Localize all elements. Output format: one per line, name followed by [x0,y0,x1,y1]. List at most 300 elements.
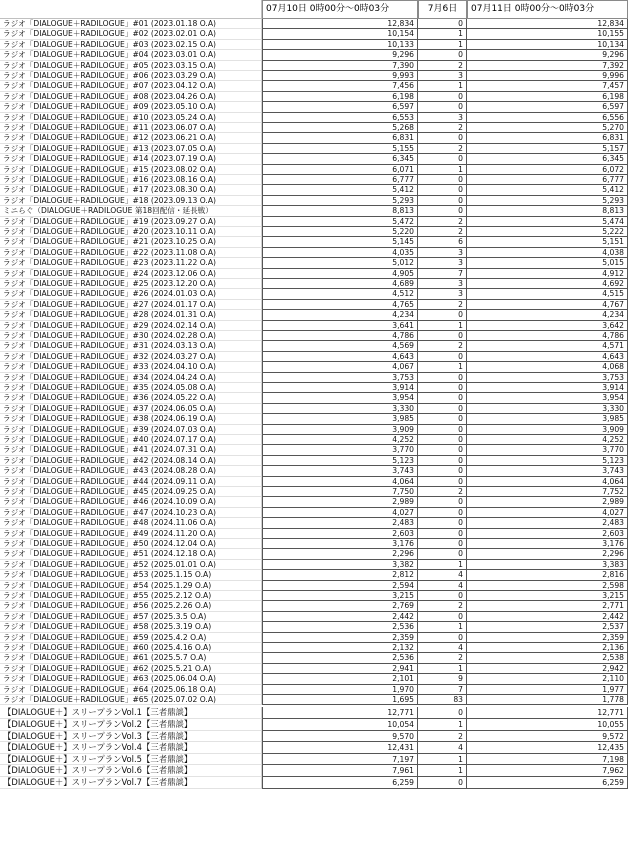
table-row [0,487,628,497]
cell-title[interactable]: ラジオ「DIALOGUE＋RADILOGUE」#43 (2024.08.28 O.A) [0,466,262,476]
cell-jul11[interactable]: 3,770 [467,445,628,455]
cell-jul6[interactable]: 2 [418,144,467,154]
cell-jul10[interactable]: 5,123 [262,456,418,466]
cell-title[interactable]: ラジオ「DIALOGUE＋RADILOGUE」#49 (2024.11.20 O.A) [0,529,262,539]
cell-title[interactable]: ラジオ「DIALOGUE＋RADILOGUE」#40 (2024.07.17 O.A) [0,435,262,445]
cell-jul11[interactable]: 3,743 [467,466,628,476]
cell-title[interactable]: ラジオ「DIALOGUE＋RADILOGUE」#65 (2025.07.02 O.A) [0,695,262,705]
cell-jul11[interactable]: 5,412 [467,185,628,195]
header-cell-jul6[interactable]: 7月6日 [418,0,467,19]
cell-jul6[interactable]: 3 [418,258,467,268]
cell-jul11[interactable]: 5,157 [467,144,628,154]
cell-title[interactable]: ラジオ「DIALOGUE＋RADILOGUE」#06 (2023.03.29 O.A) [0,71,262,81]
cell-jul11[interactable]: 5,293 [467,196,628,206]
cell-title[interactable]: ラジオ「DIALOGUE＋RADILOGUE」#17 (2023.08.30 O.A) [0,185,262,195]
cell-jul6[interactable]: 0 [418,456,467,466]
cell-jul6[interactable]: 1 [418,362,467,372]
cell-title[interactable]: ラジオ「DIALOGUE＋RADILOGUE」#32 (2024.03.27 O.A) [0,352,262,362]
cell-title[interactable]: ラジオ「DIALOGUE＋RADILOGUE」#31 (2024.03.13 O.A) [0,341,262,351]
cell-jul10[interactable]: 5,012 [262,258,418,268]
cell-title[interactable]: ラジオ「DIALOGUE＋RADILOGUE」#09 (2023.05.10 O.A) [0,102,262,112]
cell-jul10[interactable]: 4,035 [262,248,418,258]
cell-jul6[interactable]: 6 [418,237,467,247]
cell-title[interactable]: ラジオ「DIALOGUE＋RADILOGUE」#44 (2024.09.11 O.A) [0,477,262,487]
cell-title[interactable]: ラジオ「DIALOGUE＋RADILOGUE」#13 (2023.07.05 O.A) [0,144,262,154]
cell-jul11[interactable]: 2,110 [467,674,628,684]
cell-title[interactable]: ラジオ「DIALOGUE＋RADILOGUE」#42 (2024.08.14 O.A) [0,456,262,466]
cell-jul11[interactable]: 7,392 [467,61,628,71]
cell-jul11[interactable]: 4,068 [467,362,628,372]
cell-jul11[interactable]: 2,442 [467,612,628,622]
header-cell-jul10[interactable]: 07月10日 0時00分～0時03分 [262,0,418,19]
cell-jul11[interactable]: 2,537 [467,622,628,632]
cell-title[interactable]: ラジオ「DIALOGUE＋RADILOGUE」#46 (2024.10.09 O.A) [0,497,262,507]
cell-jul11[interactable]: 10,055 [467,719,628,731]
cell-jul11[interactable]: 4,252 [467,435,628,445]
cell-jul11[interactable]: 2,359 [467,633,628,643]
cell-jul10[interactable]: 3,770 [262,445,418,455]
cell-title[interactable]: ラジオ「DIALOGUE＋RADILOGUE」#57 (2025.3.5 O.A) [0,612,262,622]
header-cell-title[interactable] [0,0,262,19]
cell-title[interactable]: ラジオ「DIALOGUE＋RADILOGUE」#25 (2023.12.20 O.A) [0,279,262,289]
cell-jul6[interactable]: 0 [418,435,467,445]
cell-jul11[interactable]: 5,015 [467,258,628,268]
cell-jul11[interactable]: 6,831 [467,133,628,143]
cell-jul11[interactable]: 2,771 [467,601,628,611]
cell-jul10[interactable]: 2,603 [262,529,418,539]
cell-jul6[interactable]: 4 [418,581,467,591]
cell-jul11[interactable]: 4,643 [467,352,628,362]
cell-jul11[interactable]: 7,752 [467,487,628,497]
cell-jul11[interactable]: 6,777 [467,175,628,185]
cell-jul11[interactable]: 5,474 [467,217,628,227]
cell-jul10[interactable]: 3,954 [262,393,418,403]
cell-jul6[interactable]: 0 [418,529,467,539]
cell-jul6[interactable]: 1 [418,765,467,777]
cell-jul11[interactable]: 3,753 [467,373,628,383]
cell-jul10[interactable]: 2,594 [262,581,418,591]
cell-jul6[interactable]: 4 [418,570,467,580]
cell-title[interactable]: ラジオ「DIALOGUE＋RADILOGUE」#39 (2024.07.03 O.A) [0,425,262,435]
cell-jul11[interactable]: 6,597 [467,102,628,112]
cell-title[interactable]: ラジオ「DIALOGUE＋RADILOGUE」#10 (2023.05.24 O.A) [0,113,262,123]
cell-jul11[interactable]: 3,215 [467,591,628,601]
cell-jul10[interactable]: 5,412 [262,185,418,195]
cell-jul6[interactable]: 1 [418,81,467,91]
cell-jul11[interactable]: 4,571 [467,341,628,351]
cell-jul6[interactable]: 1 [418,165,467,175]
cell-jul11[interactable]: 3,909 [467,425,628,435]
cell-jul10[interactable]: 2,941 [262,664,418,674]
cell-jul10[interactable]: 4,252 [262,435,418,445]
cell-title[interactable]: ラジオ「DIALOGUE＋RADILOGUE」#52 (2025.01.01 O.A) [0,560,262,570]
cell-jul11[interactable]: 9,996 [467,71,628,81]
cell-jul6[interactable]: 0 [418,92,467,102]
cell-jul11[interactable]: 10,155 [467,29,628,39]
cell-jul10[interactable]: 6,553 [262,113,418,123]
cell-jul6[interactable]: 0 [418,373,467,383]
cell-jul6[interactable]: 1 [418,664,467,674]
cell-jul11[interactable]: 3,954 [467,393,628,403]
cell-jul11[interactable]: 3,642 [467,321,628,331]
cell-jul6[interactable]: 0 [418,133,467,143]
cell-title[interactable]: ラジオ「DIALOGUE＋RADILOGUE」#60 (2025.4.16 O.A) [0,643,262,653]
cell-jul6[interactable]: 2 [418,601,467,611]
cell-title[interactable]: ラジオ「DIALOGUE＋RADILOGUE」#15 (2023.08.02 O.A) [0,165,262,175]
cell-jul10[interactable]: 5,293 [262,196,418,206]
cell-jul6[interactable]: 2 [418,123,467,133]
cell-jul6[interactable]: 0 [418,633,467,643]
cell-jul6[interactable]: 0 [418,175,467,185]
cell-title[interactable]: 【DIALOGUE＋】スリープランVol.7【三者鼎談】 [0,777,262,789]
cell-jul6[interactable]: 0 [418,196,467,206]
cell-jul10[interactable]: 2,101 [262,674,418,684]
cell-jul6[interactable]: 9 [418,674,467,684]
cell-jul10[interactable]: 6,777 [262,175,418,185]
cell-title[interactable]: ラジオ「DIALOGUE＋RADILOGUE」#33 (2024.04.10 O.A) [0,362,262,372]
cell-jul6[interactable]: 2 [418,227,467,237]
cell-title[interactable]: ラジオ「DIALOGUE＋RADILOGUE」#38 (2024.06.19 O.A) [0,414,262,424]
cell-title[interactable]: ラジオ「DIALOGUE＋RADILOGUE」#30 (2024.02.28 O.A) [0,331,262,341]
cell-jul10[interactable]: 3,743 [262,466,418,476]
cell-jul11[interactable]: 4,692 [467,279,628,289]
cell-jul6[interactable]: 0 [418,383,467,393]
cell-title[interactable]: ラジオ「DIALOGUE＋RADILOGUE」#05 (2023.03.15 O.A) [0,61,262,71]
cell-jul11[interactable]: 1,778 [467,695,628,705]
cell-jul10[interactable]: 4,569 [262,341,418,351]
cell-jul6[interactable]: 1 [418,622,467,632]
cell-jul10[interactable]: 7,197 [262,754,418,766]
cell-jul6[interactable]: 2 [418,217,467,227]
cell-jul10[interactable]: 2,442 [262,612,418,622]
cell-jul6[interactable]: 2 [418,487,467,497]
cell-title[interactable]: ラジオ「DIALOGUE＋RADILOGUE」#26 (2024.01.03 O.A) [0,289,262,299]
cell-title[interactable]: ラジオ「DIALOGUE＋RADILOGUE」#47 (2024.10.23 O.A) [0,508,262,518]
cell-jul11[interactable]: 12,435 [467,742,628,754]
cell-title[interactable]: ラジオ「DIALOGUE＋RADILOGUE」#28 (2024.01.31 O.A) [0,310,262,320]
cell-jul11[interactable]: 2,603 [467,529,628,539]
cell-jul6[interactable]: 0 [418,777,467,789]
cell-jul6[interactable]: 83 [418,695,467,705]
cell-jul6[interactable]: 0 [418,331,467,341]
cell-jul6[interactable]: 7 [418,269,467,279]
cell-jul10[interactable]: 5,145 [262,237,418,247]
cell-title[interactable]: ラジオ「DIALOGUE＋RADILOGUE」#07 (2023.04.12 O.A) [0,81,262,91]
cell-jul10[interactable]: 7,750 [262,487,418,497]
cell-title[interactable]: ラジオ「DIALOGUE＋RADILOGUE」#55 (2025.2.12 O.A) [0,591,262,601]
cell-title[interactable]: ラジオ「DIALOGUE＋RADILOGUE」#54 (2025.1.29 O.A) [0,581,262,591]
cell-title[interactable]: ラジオ「DIALOGUE＋RADILOGUE」#03 (2023.02.15 O.A) [0,40,262,50]
cell-jul11[interactable]: 9,572 [467,731,628,743]
cell-jul6[interactable]: 2 [418,731,467,743]
cell-jul10[interactable]: 2,296 [262,549,418,559]
cell-jul11[interactable]: 4,027 [467,508,628,518]
cell-jul11[interactable]: 2,598 [467,581,628,591]
cell-title[interactable]: ミニらぐ（DIALOGUE＋RADILOGUE 第18回配信・延長戦） [0,206,262,216]
cell-jul6[interactable]: 0 [418,477,467,487]
cell-jul11[interactable]: 2,483 [467,518,628,528]
cell-title[interactable]: ラジオ「DIALOGUE＋RADILOGUE」#56 (2025.2.26 O.A) [0,601,262,611]
cell-jul10[interactable]: 4,234 [262,310,418,320]
cell-jul10[interactable]: 2,483 [262,518,418,528]
cell-jul10[interactable]: 2,536 [262,622,418,632]
cell-title[interactable]: ラジオ「DIALOGUE＋RADILOGUE」#59 (2025.4.2 O.A) [0,633,262,643]
cell-jul10[interactable]: 6,259 [262,777,418,789]
cell-jul6[interactable]: 1 [418,719,467,731]
cell-jul11[interactable]: 2,989 [467,497,628,507]
cell-jul11[interactable]: 3,330 [467,404,628,414]
cell-jul10[interactable]: 3,215 [262,591,418,601]
cell-jul6[interactable]: 1 [418,321,467,331]
cell-jul10[interactable]: 3,330 [262,404,418,414]
cell-jul10[interactable]: 3,176 [262,539,418,549]
cell-jul10[interactable]: 4,027 [262,508,418,518]
cell-jul11[interactable]: 12,834 [467,19,628,29]
cell-title[interactable]: ラジオ「DIALOGUE＋RADILOGUE」#20 (2023.10.11 O.A) [0,227,262,237]
cell-jul11[interactable]: 6,259 [467,777,628,789]
cell-jul6[interactable]: 0 [418,425,467,435]
cell-jul11[interactable]: 4,786 [467,331,628,341]
cell-jul10[interactable]: 6,071 [262,165,418,175]
cell-title[interactable]: ラジオ「DIALOGUE＋RADILOGUE」#27 (2024.01.17 O.A) [0,300,262,310]
cell-jul10[interactable]: 4,689 [262,279,418,289]
cell-jul6[interactable]: 3 [418,289,467,299]
cell-jul11[interactable]: 3,176 [467,539,628,549]
cell-title[interactable]: ラジオ「DIALOGUE＋RADILOGUE」#22 (2023.11.08 O.A) [0,248,262,258]
cell-jul6[interactable]: 0 [418,549,467,559]
cell-jul10[interactable]: 9,296 [262,50,418,60]
cell-jul11[interactable]: 10,134 [467,40,628,50]
cell-jul11[interactable]: 12,771 [467,707,628,719]
cell-jul11[interactable]: 7,962 [467,765,628,777]
cell-jul6[interactable]: 0 [418,508,467,518]
cell-title[interactable]: 【DIALOGUE＋】スリープランVol.4【三者鼎談】 [0,742,262,754]
cell-jul10[interactable]: 2,769 [262,601,418,611]
cell-jul6[interactable]: 2 [418,653,467,663]
cell-jul11[interactable]: 5,222 [467,227,628,237]
cell-jul11[interactable]: 7,198 [467,754,628,766]
cell-jul11[interactable]: 4,234 [467,310,628,320]
cell-jul10[interactable]: 5,472 [262,217,418,227]
cell-jul6[interactable]: 0 [418,310,467,320]
cell-title[interactable]: 【DIALOGUE＋】スリープランVol.6【三者鼎談】 [0,765,262,777]
cell-jul6[interactable]: 1 [418,754,467,766]
cell-jul11[interactable]: 2,816 [467,570,628,580]
cell-jul10[interactable]: 1,695 [262,695,418,705]
cell-jul11[interactable]: 6,345 [467,154,628,164]
cell-jul6[interactable]: 0 [418,154,467,164]
cell-title[interactable]: ラジオ「DIALOGUE＋RADILOGUE」#34 (2024.04.24 O.A) [0,373,262,383]
cell-jul10[interactable]: 10,133 [262,40,418,50]
cell-jul11[interactable]: 3,914 [467,383,628,393]
cell-jul10[interactable]: 6,831 [262,133,418,143]
cell-jul10[interactable]: 2,989 [262,497,418,507]
cell-jul11[interactable]: 4,038 [467,248,628,258]
cell-jul11[interactable]: 4,064 [467,477,628,487]
cell-jul11[interactable]: 3,985 [467,414,628,424]
cell-jul10[interactable]: 10,054 [262,719,418,731]
cell-jul6[interactable]: 0 [418,185,467,195]
cell-jul6[interactable]: 1 [418,40,467,50]
cell-jul10[interactable]: 3,382 [262,560,418,570]
cell-jul10[interactable]: 12,834 [262,19,418,29]
cell-jul6[interactable]: 0 [418,497,467,507]
cell-title[interactable]: ラジオ「DIALOGUE＋RADILOGUE」#08 (2023.04.26 O.A) [0,92,262,102]
table-row [0,570,628,580]
cell-title[interactable]: ラジオ「DIALOGUE＋RADILOGUE」#04 (2023.03.01 O.A) [0,50,262,60]
cell-jul11[interactable]: 4,767 [467,300,628,310]
cell-jul10[interactable]: 6,198 [262,92,418,102]
cell-jul11[interactable]: 5,270 [467,123,628,133]
cell-jul10[interactable]: 7,456 [262,81,418,91]
cell-jul11[interactable]: 4,912 [467,269,628,279]
cell-jul10[interactable]: 9,570 [262,731,418,743]
cell-title[interactable]: ラジオ「DIALOGUE＋RADILOGUE」#53 (2025.1.15 O.A) [0,570,262,580]
cell-title[interactable]: ラジオ「DIALOGUE＋RADILOGUE」#35 (2024.05.08 O.A) [0,383,262,393]
cell-jul6[interactable]: 0 [418,19,467,29]
cell-jul10[interactable]: 4,064 [262,477,418,487]
cell-jul10[interactable]: 7,390 [262,61,418,71]
cell-title[interactable]: ラジオ「DIALOGUE＋RADILOGUE」#36 (2024.05.22 O.A) [0,393,262,403]
cell-jul6[interactable]: 0 [418,404,467,414]
cell-title[interactable]: ラジオ「DIALOGUE＋RADILOGUE」#63 (2025.06.04 O.A) [0,674,262,684]
cell-jul10[interactable]: 1,970 [262,685,418,695]
cell-jul10[interactable]: 2,812 [262,570,418,580]
cell-jul10[interactable]: 6,597 [262,102,418,112]
cell-jul11[interactable]: 5,151 [467,237,628,247]
cell-jul10[interactable]: 5,268 [262,123,418,133]
cell-jul10[interactable]: 7,961 [262,765,418,777]
cell-jul10[interactable]: 5,155 [262,144,418,154]
cell-jul10[interactable]: 3,753 [262,373,418,383]
cell-jul11[interactable]: 6,072 [467,165,628,175]
cell-jul10[interactable]: 12,771 [262,707,418,719]
cell-jul6[interactable]: 0 [418,612,467,622]
cell-jul11[interactable]: 6,198 [467,92,628,102]
cell-jul10[interactable]: 4,905 [262,269,418,279]
cell-jul6[interactable]: 1 [418,560,467,570]
cell-jul11[interactable]: 2,538 [467,653,628,663]
cell-jul6[interactable]: 2 [418,300,467,310]
cell-title[interactable]: ラジオ「DIALOGUE＋RADILOGUE」#19 (2023.09.27 O.A) [0,217,262,227]
cell-jul6[interactable]: 0 [418,50,467,60]
cell-jul11[interactable]: 2,136 [467,643,628,653]
cell-jul6[interactable]: 3 [418,71,467,81]
cell-jul6[interactable]: 2 [418,341,467,351]
cell-jul11[interactable]: 6,556 [467,113,628,123]
table-row [0,81,628,91]
cell-jul11[interactable]: 2,296 [467,549,628,559]
cell-jul6[interactable]: 3 [418,248,467,258]
header-cell-jul11[interactable]: 07月11日 0時00分～0時03分 [467,0,628,19]
cell-jul10[interactable]: 5,220 [262,227,418,237]
cell-jul6[interactable]: 0 [418,414,467,424]
cell-jul10[interactable]: 3,914 [262,383,418,393]
cell-jul6[interactable]: 0 [418,393,467,403]
cell-jul6[interactable]: 0 [418,445,467,455]
cell-jul11[interactable]: 4,515 [467,289,628,299]
cell-jul11[interactable]: 5,123 [467,456,628,466]
cell-jul11[interactable]: 2,942 [467,664,628,674]
cell-jul6[interactable]: 3 [418,113,467,123]
cell-title[interactable]: ラジオ「DIALOGUE＋RADILOGUE」#21 (2023.10.25 O.A) [0,237,262,247]
cell-jul6[interactable]: 3 [418,279,467,289]
cell-jul11[interactable]: 7,457 [467,81,628,91]
cell-title[interactable]: ラジオ「DIALOGUE＋RADILOGUE」#37 (2024.06.05 O.A) [0,404,262,414]
cell-title[interactable]: ラジオ「DIALOGUE＋RADILOGUE」#29 (2024.02.14 O.A) [0,321,262,331]
cell-jul10[interactable]: 3,909 [262,425,418,435]
cell-jul11[interactable]: 9,296 [467,50,628,60]
cell-jul10[interactable]: 9,993 [262,71,418,81]
cell-title[interactable]: ラジオ「DIALOGUE＋RADILOGUE」#61 (2025.5.7 O.A) [0,653,262,663]
cell-title[interactable]: ラジオ「DIALOGUE＋RADILOGUE」#01 (2023.01.18 O.A) [0,19,262,29]
cell-jul6[interactable]: 0 [418,102,467,112]
cell-title[interactable]: ラジオ「DIALOGUE＋RADILOGUE」#50 (2024.12.04 O.A) [0,539,262,549]
cell-jul6[interactable]: 4 [418,742,467,754]
cell-jul10[interactable]: 6,345 [262,154,418,164]
cell-title[interactable]: ラジオ「DIALOGUE＋RADILOGUE」#62 (2025.5.21 O.A) [0,664,262,674]
cell-jul6[interactable]: 1 [418,29,467,39]
cell-title[interactable]: ラジオ「DIALOGUE＋RADILOGUE」#02 (2023.02.01 O.A) [0,29,262,39]
cell-jul6[interactable]: 7 [418,685,467,695]
cell-jul11[interactable]: 3,383 [467,560,628,570]
cell-jul10[interactable]: 3,641 [262,321,418,331]
cell-title[interactable]: 【DIALOGUE＋】スリープランVol.1【三者鼎談】 [0,707,262,719]
cell-title[interactable]: ラジオ「DIALOGUE＋RADILOGUE」#64 (2025.06.18 O.A) [0,685,262,695]
cell-jul6[interactable]: 0 [418,591,467,601]
cell-jul10[interactable]: 4,067 [262,362,418,372]
cell-jul10[interactable]: 4,512 [262,289,418,299]
cell-title[interactable]: ラジオ「DIALOGUE＋RADILOGUE」#18 (2023.09.13 O.A) [0,196,262,206]
cell-jul11[interactable]: 1,977 [467,685,628,695]
cell-title[interactable]: 【DIALOGUE＋】スリープランVol.3【三者鼎談】 [0,731,262,743]
cell-jul6[interactable]: 0 [418,466,467,476]
cell-title[interactable]: ラジオ「DIALOGUE＋RADILOGUE」#16 (2023.08.16 O.A) [0,175,262,185]
cell-title[interactable]: ラジオ「DIALOGUE＋RADILOGUE」#12 (2023.06.21 O.A) [0,133,262,143]
cell-jul10[interactable]: 10,154 [262,29,418,39]
cell-jul10[interactable]: 2,359 [262,633,418,643]
cell-jul10[interactable]: 2,132 [262,643,418,653]
cell-title[interactable]: 【DIALOGUE＋】スリープランVol.5【三者鼎談】 [0,754,262,766]
cell-jul6[interactable]: 2 [418,61,467,71]
cell-title[interactable]: ラジオ「DIALOGUE＋RADILOGUE」#14 (2023.07.19 O.A) [0,154,262,164]
cell-jul6[interactable]: 4 [418,643,467,653]
cell-title[interactable]: 【DIALOGUE＋】スリープランVol.2【三者鼎談】 [0,719,262,731]
cell-jul6[interactable]: 0 [418,352,467,362]
cell-jul6[interactable]: 0 [418,206,467,216]
table-row [0,560,628,570]
cell-jul6[interactable]: 0 [418,518,467,528]
cell-title[interactable]: ラジオ「DIALOGUE＋RADILOGUE」#24 (2023.12.06 O.A) [0,269,262,279]
cell-jul11[interactable]: 8,813 [467,206,628,216]
cell-title[interactable]: ラジオ「DIALOGUE＋RADILOGUE」#11 (2023.06.07 O.A) [0,123,262,133]
cell-jul6[interactable]: 0 [418,539,467,549]
cell-title[interactable]: ラジオ「DIALOGUE＋RADILOGUE」#41 (2024.07.31 O.A) [0,445,262,455]
cell-title[interactable]: ラジオ「DIALOGUE＋RADILOGUE」#51 (2024.12.18 O.A) [0,549,262,559]
cell-jul10[interactable]: 2,536 [262,653,418,663]
cell-jul10[interactable]: 4,643 [262,352,418,362]
cell-jul10[interactable]: 4,786 [262,331,418,341]
cell-jul10[interactable]: 12,431 [262,742,418,754]
cell-title[interactable]: ラジオ「DIALOGUE＋RADILOGUE」#58 (2025.3.19 O.A) [0,622,262,632]
cell-jul10[interactable]: 3,985 [262,414,418,424]
cell-jul10[interactable]: 4,765 [262,300,418,310]
cell-jul10[interactable]: 8,813 [262,206,418,216]
cell-title[interactable]: ラジオ「DIALOGUE＋RADILOGUE」#45 (2024.09.25 O.A) [0,487,262,497]
cell-title[interactable]: ラジオ「DIALOGUE＋RADILOGUE」#23 (2023.11.22 O.A) [0,258,262,268]
cell-title[interactable]: ラジオ「DIALOGUE＋RADILOGUE」#48 (2024.11.06 O.A) [0,518,262,528]
cell-jul6[interactable]: 0 [418,707,467,719]
